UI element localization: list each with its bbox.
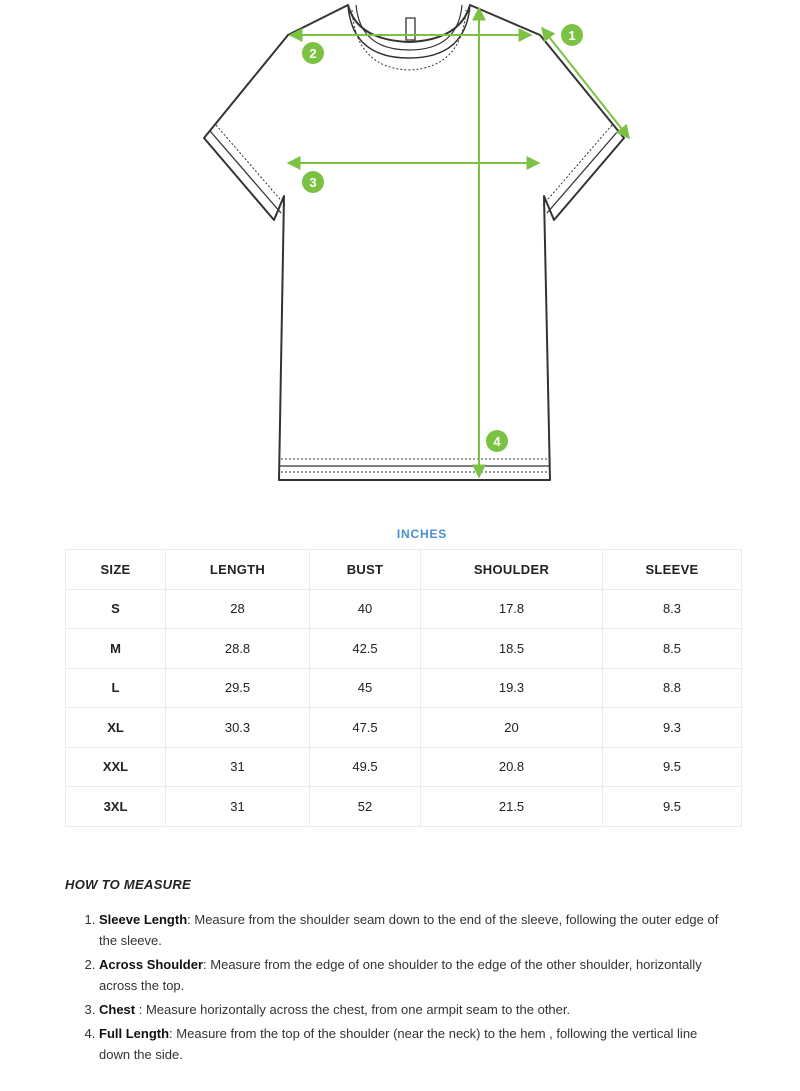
badge-2 bbox=[302, 42, 324, 64]
collar-inner bbox=[356, 5, 462, 50]
table-row bbox=[66, 629, 742, 669]
badge-4 bbox=[486, 430, 508, 452]
size-cell: XL bbox=[66, 708, 166, 748]
bust-cell: 45 bbox=[310, 668, 421, 708]
table-row bbox=[66, 589, 742, 629]
shoulder-cell: 20.8 bbox=[421, 747, 603, 787]
step-full-length bbox=[99, 1023, 729, 1065]
units-label: INCHES bbox=[396, 527, 448, 541]
sleeve-cell: 8.5 bbox=[603, 629, 742, 669]
step-chest bbox=[99, 999, 729, 1020]
header-length: LENGTH bbox=[166, 550, 310, 590]
table-row bbox=[66, 787, 742, 827]
size-chart-table bbox=[65, 549, 742, 827]
size-cell: 3XL bbox=[66, 787, 166, 827]
shoulder-cell: 21.5 bbox=[421, 787, 603, 827]
sleeve-cell: 9.5 bbox=[603, 787, 742, 827]
step-text: Measure from the top of the shoulder (near the neck) to the hem , following the vertical line down the side. bbox=[99, 1026, 698, 1062]
sleeve-cell: 8.8 bbox=[603, 668, 742, 708]
step-sleeve-length bbox=[99, 909, 729, 951]
header-sleeve: SLEEVE bbox=[603, 550, 742, 590]
step-term: Chest bbox=[99, 1002, 136, 1017]
badge-3-label: 3 bbox=[309, 175, 317, 190]
length-cell: 31 bbox=[166, 747, 310, 787]
length-cell: 31 bbox=[166, 787, 310, 827]
bust-cell: 42.5 bbox=[310, 629, 421, 669]
step-term: Sleeve Length bbox=[99, 912, 188, 927]
shoulder-cell: 19.3 bbox=[421, 668, 603, 708]
badge-3 bbox=[302, 171, 324, 193]
size-cell: M bbox=[66, 629, 166, 669]
how-to-measure-title: HOW TO MEASURE bbox=[65, 877, 192, 892]
size-cell: S bbox=[66, 589, 166, 629]
step-text: Measure from the edge of one shoulder to the edge of the other shoulder, horizontally across the top. bbox=[99, 957, 702, 993]
step-separator: : bbox=[169, 1026, 173, 1041]
step-term: Full Length bbox=[99, 1026, 170, 1041]
table-row bbox=[66, 668, 742, 708]
bust-cell: 40 bbox=[310, 589, 421, 629]
shoulder-cell: 18.5 bbox=[421, 629, 603, 669]
length-cell: 30.3 bbox=[166, 708, 310, 748]
bust-cell: 47.5 bbox=[310, 708, 421, 748]
sleeve-cell: 8.3 bbox=[603, 589, 742, 629]
bust-cell: 52 bbox=[310, 787, 421, 827]
right-cuff-line bbox=[547, 131, 618, 213]
step-separator: : bbox=[203, 957, 207, 972]
tshirt-measurement-diagram bbox=[0, 0, 800, 500]
table-row bbox=[66, 747, 742, 787]
sleeve-cell: 9.3 bbox=[603, 708, 742, 748]
step-separator: : bbox=[187, 912, 191, 927]
step-term: Across Shoulder bbox=[99, 957, 204, 972]
measurement-lines bbox=[288, 8, 629, 477]
length-cell: 28.8 bbox=[166, 629, 310, 669]
step-across-shoulder bbox=[99, 954, 729, 996]
step-text: Measure from the shoulder seam down to the end of the sleeve, following the outer edge of the sleeve. bbox=[99, 912, 719, 948]
size-cell: XXL bbox=[66, 747, 166, 787]
how-to-measure-list bbox=[99, 909, 729, 1068]
badge-1-label: 1 bbox=[568, 28, 576, 43]
tshirt-svg bbox=[0, 0, 800, 500]
header-shoulder: SHOULDER bbox=[421, 550, 603, 590]
tshirt-body bbox=[204, 5, 624, 480]
badge-4-label: 4 bbox=[493, 434, 501, 449]
sleeve-cell: 9.5 bbox=[603, 747, 742, 787]
header-size: SIZE bbox=[66, 550, 166, 590]
size-cell: L bbox=[66, 668, 166, 708]
shoulder-cell: 17.8 bbox=[421, 589, 603, 629]
badge-2-label: 2 bbox=[309, 46, 317, 61]
table-row bbox=[66, 708, 742, 748]
neck-label bbox=[406, 18, 415, 40]
left-cuff-line bbox=[210, 131, 281, 213]
header-bust: BUST bbox=[310, 550, 421, 590]
table-header-row bbox=[66, 550, 742, 590]
sleeve-length-line bbox=[542, 28, 629, 138]
badge-1 bbox=[561, 24, 583, 46]
length-cell: 28 bbox=[166, 589, 310, 629]
shoulder-cell: 20 bbox=[421, 708, 603, 748]
bust-cell: 49.5 bbox=[310, 747, 421, 787]
step-separator: : bbox=[135, 1002, 143, 1017]
step-text: Measure horizontally across the chest, from one armpit seam to the other. bbox=[142, 1002, 571, 1017]
tshirt-outline bbox=[204, 5, 624, 480]
length-cell: 29.5 bbox=[166, 668, 310, 708]
